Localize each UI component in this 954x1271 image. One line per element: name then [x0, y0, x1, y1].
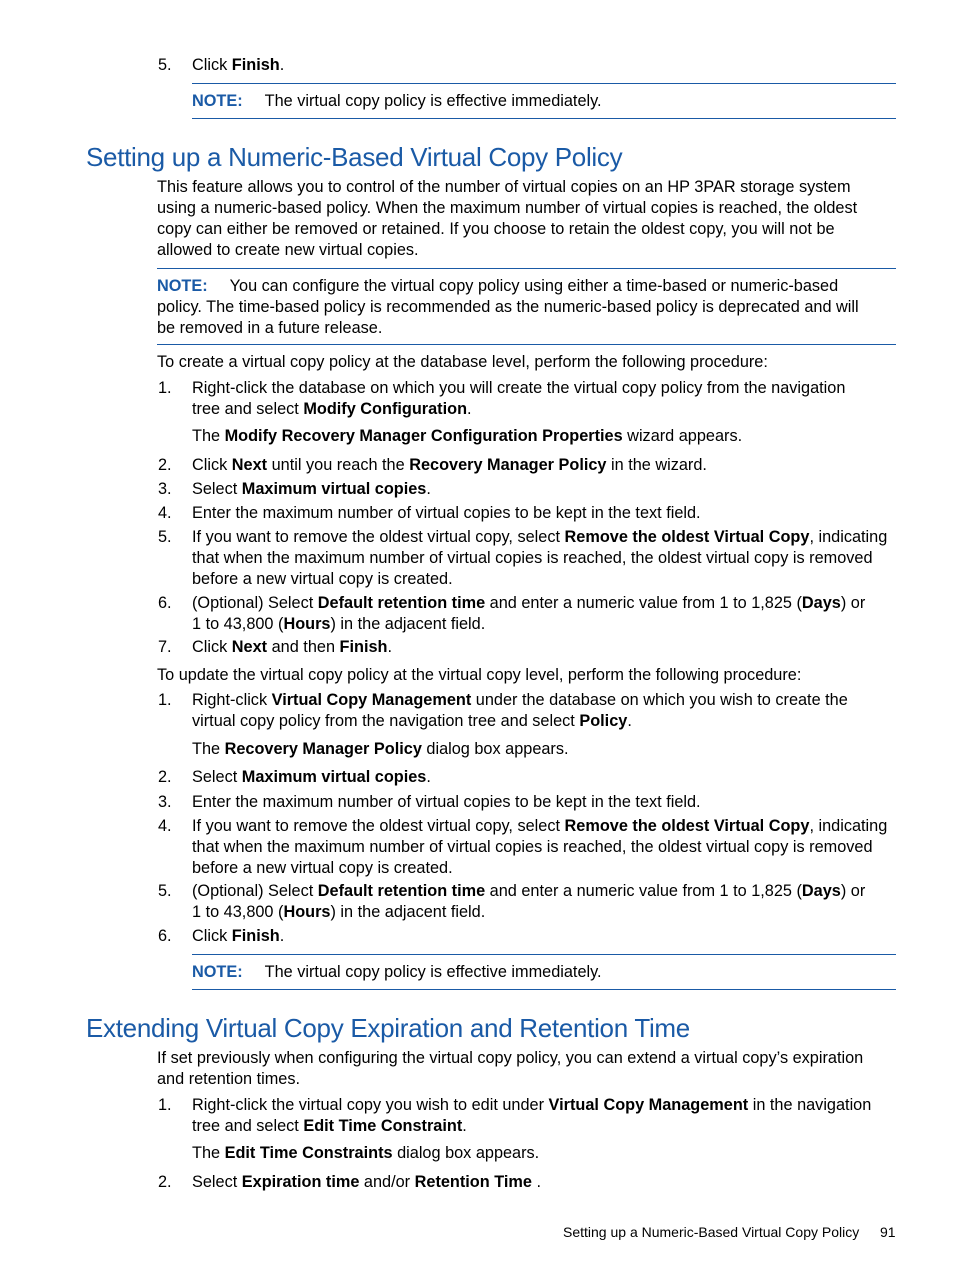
procedure-intro: To update the virtual copy policy at the virtual copy level, perform the following procedure: — [157, 666, 802, 684]
step-text: Click Finish. — [192, 56, 285, 74]
step-number: 5. — [158, 528, 172, 546]
intro-paragraph: This feature allows you to control of the number of virtual copies on an HP 3PAR storage system using a numeric-based policy. When the maximum number of virtual copies is reached, the oldest copy can either be removed or retained. If you choose to retain the oldest copy, you will not be allowed to create new virtual copies. — [157, 178, 858, 259]
procedure-intro: To create a virtual copy policy at the database level, perform the following procedure: — [157, 353, 768, 371]
step-text: Enter the maximum number of virtual copies to be kept in the text field. — [192, 504, 701, 522]
step-number: 1. — [158, 691, 172, 709]
step-text: (Optional) Select Default retention time and enter a numeric value from 1 to 1,825 (Days) or 1 to 43,800 (Hours) in the adjacent field. — [192, 882, 866, 921]
note-rule-top — [192, 954, 896, 955]
step-text: Select Expiration time and/or Retention Time . — [192, 1173, 541, 1191]
note-rule-bottom — [157, 344, 896, 345]
section-heading: Setting up a Numeric-Based Virtual Copy Policy — [86, 142, 623, 172]
step-text: Right-click the virtual copy you wish to edit under Virtual Copy Management in the navigation tree and select Edit Time Constraint. — [192, 1096, 872, 1135]
step-number: 6. — [158, 927, 172, 945]
step-number: 5. — [158, 882, 172, 900]
step-number: 3. — [158, 480, 172, 498]
step-number: 4. — [158, 504, 172, 522]
note: NOTE: You can configure the virtual copy policy using either a time-based or numeric-based policy. The time-based policy is recommended as the numeric-based policy is deprecated and will be removed in a future release. — [157, 277, 859, 337]
step-number: 1. — [158, 1096, 172, 1114]
step-result: The Modify Recovery Manager Configuration Properties wizard appears. — [192, 427, 743, 445]
note-rule-bottom — [192, 118, 896, 119]
step-number: 7. — [158, 638, 172, 656]
section-heading: Extending Virtual Copy Expiration and Retention Time — [86, 1013, 690, 1043]
step-number: 6. — [158, 594, 172, 612]
page-number: 91 — [880, 1224, 896, 1240]
step-number: 2. — [158, 1173, 172, 1191]
step-number: 5. — [158, 56, 172, 74]
step-text: If you want to remove the oldest virtual copy, select Remove the oldest Virtual Copy, indicating that when the maximum number of virtual copies is reached, the oldest virtual copy is removed before a new virtual copy is created. — [192, 817, 888, 877]
step-text: If you want to remove the oldest virtual copy, select Remove the oldest Virtual Copy, indicating that when the maximum number of virtual copies is reached, the oldest virtual copy is removed before a new virtual copy is created. — [192, 528, 888, 588]
step-text: Select Maximum virtual copies. — [192, 768, 431, 786]
note: NOTE: The virtual copy policy is effective immediately. — [192, 92, 602, 110]
step-text: Right-click Virtual Copy Management under the database on which you wish to create the virtual copy policy from the navigation tree and select Policy. — [192, 691, 848, 730]
step-text: Enter the maximum number of virtual copies to be kept in the text field. — [192, 793, 701, 811]
note-rule-bottom — [192, 989, 896, 990]
step-text: Click Next until you reach the Recovery Manager Policy in the wizard. — [192, 456, 707, 474]
step-text: Click Finish. — [192, 927, 285, 945]
note-rule-top — [157, 268, 896, 269]
step-result: The Recovery Manager Policy dialog box appears. — [192, 740, 569, 758]
note-rule-top — [192, 83, 896, 84]
step-result: The Edit Time Constraints dialog box appears. — [192, 1144, 540, 1162]
step-number: 4. — [158, 817, 172, 835]
step-number: 2. — [158, 456, 172, 474]
step-number: 1. — [158, 379, 172, 397]
intro-paragraph: If set previously when configuring the virtual copy policy, you can extend a virtual copy’s expiration and retention times. — [157, 1049, 864, 1088]
step-number: 3. — [158, 793, 172, 811]
step-text: Click Next and then Finish. — [192, 638, 392, 656]
note: NOTE: The virtual copy policy is effective immediately. — [192, 963, 602, 981]
footer-title: Setting up a Numeric-Based Virtual Copy Policy — [563, 1224, 860, 1240]
step-text: Select Maximum virtual copies. — [192, 480, 431, 498]
step-text: (Optional) Select Default retention time and enter a numeric value from 1 to 1,825 (Days) or 1 to 43,800 (Hours) in the adjacent field. — [192, 594, 866, 633]
step-text: Right-click the database on which you will create the virtual copy policy from the navigation tree and select Modify Configuration. — [192, 379, 846, 418]
step-number: 2. — [158, 768, 172, 786]
